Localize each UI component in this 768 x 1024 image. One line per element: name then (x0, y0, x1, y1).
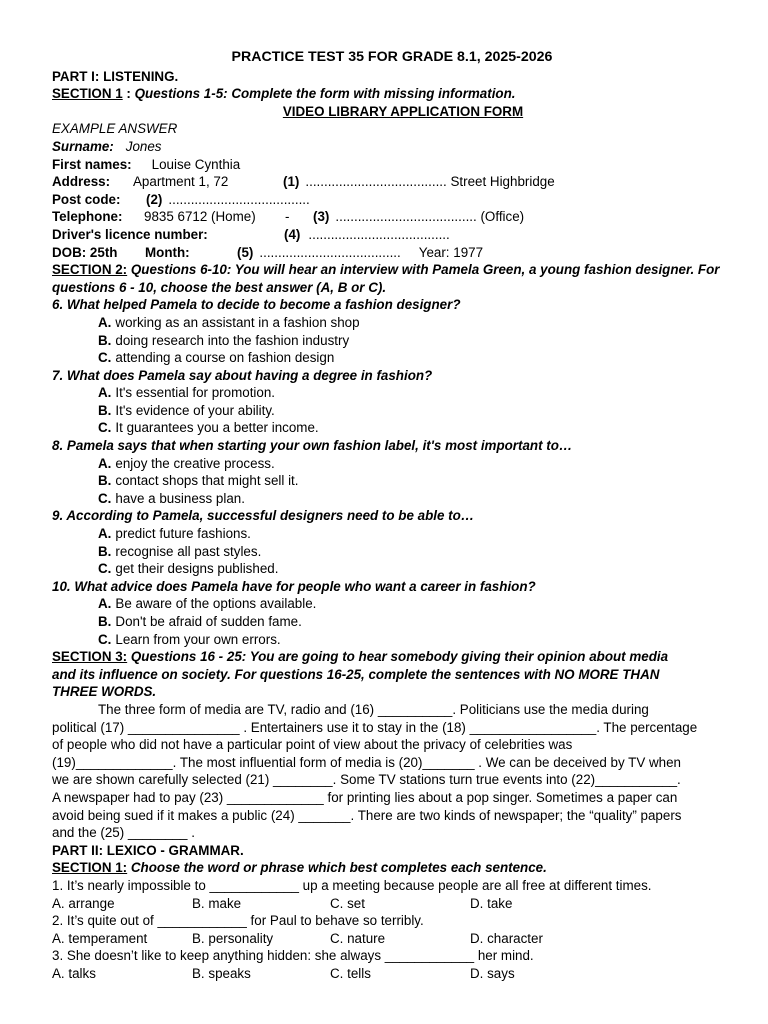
section-1-label: SECTION 1 (52, 86, 123, 102)
option-letter: C. (98, 350, 112, 366)
passage-line: avoid being sued if it makes a public (24) _______. There are two kinds of newspaper; the “quality” papers (52, 807, 682, 823)
option-text: have a business plan. (115, 490, 245, 506)
option-text: enjoy the creative process. (115, 455, 275, 471)
question-2-number: (2) (146, 191, 163, 207)
answer-option (52, 631, 732, 649)
section-3-instruction-line-1: Questions 16 - 25: You are going to hear somebody giving their opinion about media (127, 649, 669, 665)
passage-line: political (17) _______________ . Entertainers use it to stay in the (18) _________________. The percentage (52, 719, 698, 735)
surname-value: Jones (125, 138, 162, 154)
section-2-instruction: Questions 6-10: You will hear an interview with Pamela Green, a young fashion designer. For questions 6 - 10, choose the best answer (A, B or C). (52, 262, 720, 295)
option-letter: C. (98, 561, 112, 577)
mcq-option: B. personality (192, 930, 274, 946)
part-2-questions (52, 877, 732, 983)
passage-line: (19)_____________. The most influential form of media is (20)_______ . We can be deceived by TV when (52, 754, 682, 770)
option-letter: B. (98, 332, 112, 348)
worksheet-page (52, 49, 732, 982)
option-letter: A. (98, 385, 112, 401)
page-title: PRACTICE TEST 35 FOR GRADE 8.1, 2025-2026 (231, 49, 553, 65)
question-4-blank: ...................................... (308, 226, 450, 242)
option-letter: A. (98, 596, 112, 612)
option-text: attending a course on fashion design (115, 350, 335, 366)
mcq-option: A. temperament (52, 930, 148, 946)
question-2-blank: ...................................... (168, 191, 310, 207)
firstnames-row (52, 156, 732, 174)
telephone-row (52, 208, 732, 226)
section-3-instruction-line-3: THREE WORDS. (52, 684, 157, 700)
mcq-option: A. arrange (52, 895, 115, 911)
section-1-heading (52, 85, 732, 103)
option-text: Learn from your own errors. (115, 631, 281, 647)
part-2-section-1-instruction: Choose the word or phrase which best completes each sentence. (127, 860, 547, 876)
section-2-heading (52, 261, 732, 296)
option-text: contact shops that might sell it. (115, 473, 299, 489)
mcq-option: D. character (470, 930, 543, 946)
part-2-section-1-label: SECTION 1: (52, 860, 128, 876)
question-3-number: (3) (313, 209, 330, 225)
section-2-questions (52, 296, 732, 648)
question-5-blank: ...................................... (259, 244, 401, 260)
mcq-options-row (52, 965, 732, 983)
answer-option (52, 402, 732, 420)
firstnames-label: First names: (52, 156, 132, 172)
question-1-blank: ...................................... Street Highbridge (305, 174, 555, 190)
question-5-number: (5) (237, 244, 254, 260)
passage-line: The three form of media are TV, radio and (16) __________. Politicians use the media during (98, 701, 649, 717)
question-8: 8. Pamela says that when starting your own fashion label, it's most important to… (52, 438, 573, 454)
month-label: Month: (145, 244, 190, 260)
option-text: recognise all past styles. (115, 543, 262, 559)
option-letter: B. (98, 543, 112, 559)
option-text: It's essential for promotion. (115, 385, 276, 401)
mcq-question-2: 2. It’s quite out of ____________ for Paul to behave so terribly. (52, 913, 424, 929)
option-text: Be aware of the options available. (115, 596, 317, 612)
answer-option (52, 332, 732, 350)
option-letter: C. (98, 631, 112, 647)
licence-row (52, 226, 732, 244)
option-letter: A. (98, 526, 112, 542)
mcq-option: C. tells (330, 965, 371, 981)
telephone-dash: - (285, 209, 290, 225)
answer-option (52, 419, 732, 437)
question-10: 10. What advice does Pamela have for people who want a career in fashion? (52, 578, 536, 594)
option-letter: C. (98, 490, 112, 506)
dob-label: DOB: 25th (52, 244, 118, 260)
answer-option (52, 455, 732, 473)
mcq-option: C. set (330, 895, 365, 911)
part-2-section-1-heading (52, 859, 732, 877)
section-1-sep: : (122, 86, 135, 102)
question-4-number: (4) (284, 226, 301, 242)
question-3-blank: ...................................... (Office) (335, 209, 525, 225)
telephone-value: 9835 6712 (Home) (144, 209, 256, 225)
answer-option (52, 525, 732, 543)
year-value: Year: 1977 (418, 244, 484, 260)
postcode-row (52, 191, 732, 209)
surname-label: Surname: (52, 138, 114, 154)
mcq-options-row (52, 895, 732, 913)
address-value: Apartment 1, 72 (133, 174, 229, 190)
mcq-question-3: 3. She doesn’t like to keep anything hidden: she always ____________ her mind. (52, 948, 534, 964)
option-text: get their designs published. (115, 561, 279, 577)
example-label: EXAMPLE ANSWER (52, 121, 178, 137)
question-1-number: (1) (283, 174, 300, 190)
question-6: 6. What helped Pamela to decide to become a fashion designer? (52, 297, 461, 313)
option-letter: C. (98, 420, 112, 436)
option-letter: B. (98, 402, 112, 418)
option-text: Don't be afraid of sudden fame. (115, 614, 302, 629)
passage-line: we are shown carefully selected (21) ________. Some TV stations turn true events into (22)___________. (52, 772, 681, 788)
section-2-label: SECTION 2: (52, 262, 128, 278)
answer-option (52, 490, 732, 508)
answer-option (52, 384, 732, 402)
passage-line: of people who did not have a particular point of view about the privacy of celebrities was (52, 737, 573, 753)
option-letter: B. (98, 473, 112, 489)
licence-label: Driver's licence number: (52, 226, 208, 242)
dob-row (52, 244, 732, 262)
option-text: working as an assistant in a fashion shop (115, 314, 360, 330)
postcode-label: Post code: (52, 191, 121, 207)
telephone-label: Telephone: (52, 209, 123, 225)
option-text: It guarantees you a better income. (115, 420, 319, 436)
answer-option (52, 543, 732, 561)
section-1-instruction: Questions 1-5: Complete the form with missing information. (134, 86, 516, 102)
mcq-option: D. says (470, 965, 515, 981)
mcq-option: C. nature (330, 930, 386, 946)
option-letter: A. (98, 455, 112, 471)
option-text: doing research into the fashion industry (115, 332, 350, 348)
section-3-heading (52, 648, 732, 666)
mcq-option: D. take (470, 895, 513, 911)
mcq-option: B. make (192, 895, 242, 911)
address-row (52, 173, 732, 191)
answer-option (52, 560, 732, 578)
answer-option (52, 349, 732, 367)
answer-option (52, 613, 732, 631)
option-text: It's evidence of your ability. (115, 402, 275, 418)
address-label: Address: (52, 174, 111, 190)
section-3-passage (52, 701, 732, 842)
option-text: predict future fashions. (115, 526, 251, 542)
firstnames-value: Louise Cynthia (151, 156, 241, 172)
answer-option (52, 595, 732, 613)
passage-line: and the (25) ________ . (52, 825, 195, 841)
answer-option (52, 314, 732, 332)
form-title: VIDEO LIBRARY APPLICATION FORM (282, 103, 524, 119)
question-7: 7. What does Pamela say about having a degree in fashion? (52, 367, 433, 383)
answer-option (52, 472, 732, 490)
mcq-option: B. speaks (192, 965, 251, 981)
part-1-heading: PART I: LISTENING. (52, 68, 179, 84)
mcq-option: A. talks (52, 965, 96, 981)
part-2-heading: PART II: LEXICO - GRAMMAR. (52, 842, 244, 858)
mcq-question-1: 1. It’s nearly impossible to ____________ up a meeting because people are all free at different times. (52, 877, 652, 893)
option-letter: B. (98, 614, 112, 629)
mcq-options-row (52, 930, 732, 948)
passage-line: A newspaper had to pay (23) _____________ for printing lies about a pop singer. Sometimes a paper can (52, 789, 678, 805)
option-letter: A. (98, 314, 112, 330)
surname-row (52, 138, 732, 156)
section-3-instruction-line-2: and its influence on society. For questions 16-25, complete the sentences with NO MORE THAN (52, 666, 660, 682)
question-9: 9. According to Pamela, successful designers need to be able to… (52, 508, 475, 524)
section-3-label: SECTION 3: (52, 649, 128, 665)
